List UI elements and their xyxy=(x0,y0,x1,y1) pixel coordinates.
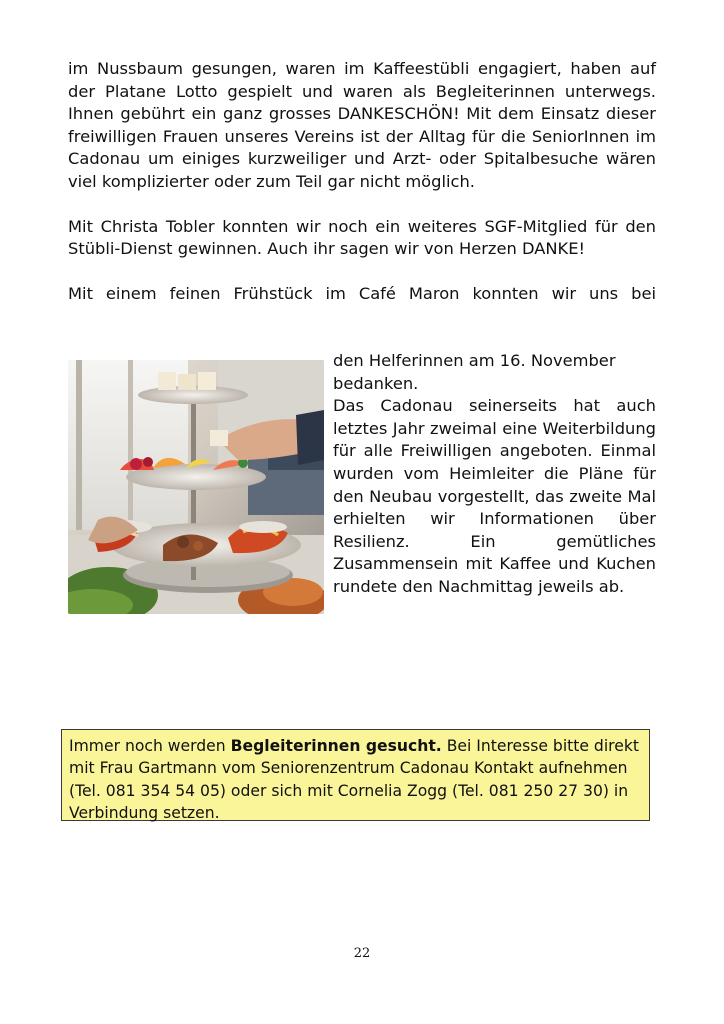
notice-text-bold: Begleiterinnen gesucht. xyxy=(230,737,442,755)
page-number: 22 xyxy=(353,946,371,961)
document-body xyxy=(68,58,656,305)
training-sessions-text: Das Cadonau seinerseits hat auch letztes Jahr zweimal eine Weiterbildung für alle Freiwilligen angeboten. Einmal wurden vom Heimleiter die Pläne für den Neubau vorgestellt, das zweite Mal erhielten wir Informationen über Resilienz. Ein gemütliches Zusammensein mit Kaffee und Kuchen rundete den Nachmittag jeweils ab. xyxy=(333,396,656,596)
notice-text-before: Immer noch werden xyxy=(69,737,231,755)
breakfast-intro-text: Mit einem feinen Frühstück im Café Maron konnten wir uns bei xyxy=(68,283,656,303)
paragraph-training-sessions xyxy=(333,395,656,598)
paragraph-christa-tobler: Mit Christa Tobler konnten wir noch ein weiteres SGF-Mitglied für den Stübli-Dienst gewinnen. Auch ihr sagen wir von Herzen DANKE! xyxy=(68,216,656,259)
paragraph-breakfast-intro-line xyxy=(68,283,656,306)
breakfast-text-column xyxy=(333,350,656,599)
breakfast-photo xyxy=(68,360,324,614)
notice-text-after: Bei Interesse bitte direkt mit Frau Gartmann vom Seniorenzentrum Cadonau Kontakt aufnehmen (Tel. 081 354 54 05) oder sich mit Cornelia Zogg (Tel. 081 250 27 30) in Verbindung setzen. xyxy=(69,737,639,823)
paragraph-volunteers-thanks: im Nussbaum gesungen, waren im Kaffeestübli engagiert, haben auf der Platane Lotto gespielt und waren als Begleiterinnen unterwegs. Ihnen gebührt ein ganz grosses DANKESCHÖN! Mit dem Einsatz dieser freiwilligen Frauen unseres Vereins ist der Alltag für die SeniorInnen im Cadonau um einiges kurzweiliger und Arzt- oder Spitalbesuche wären viel komplizierter oder zum Teil gar nicht möglich. xyxy=(68,59,656,191)
volunteer-search-notice xyxy=(61,729,650,821)
breakfast-section xyxy=(68,283,656,306)
breakfast-intro-continuation: den Helferinnen am 16. November bedanken. xyxy=(333,351,616,393)
etagere-brunch-photo-icon xyxy=(68,360,324,614)
